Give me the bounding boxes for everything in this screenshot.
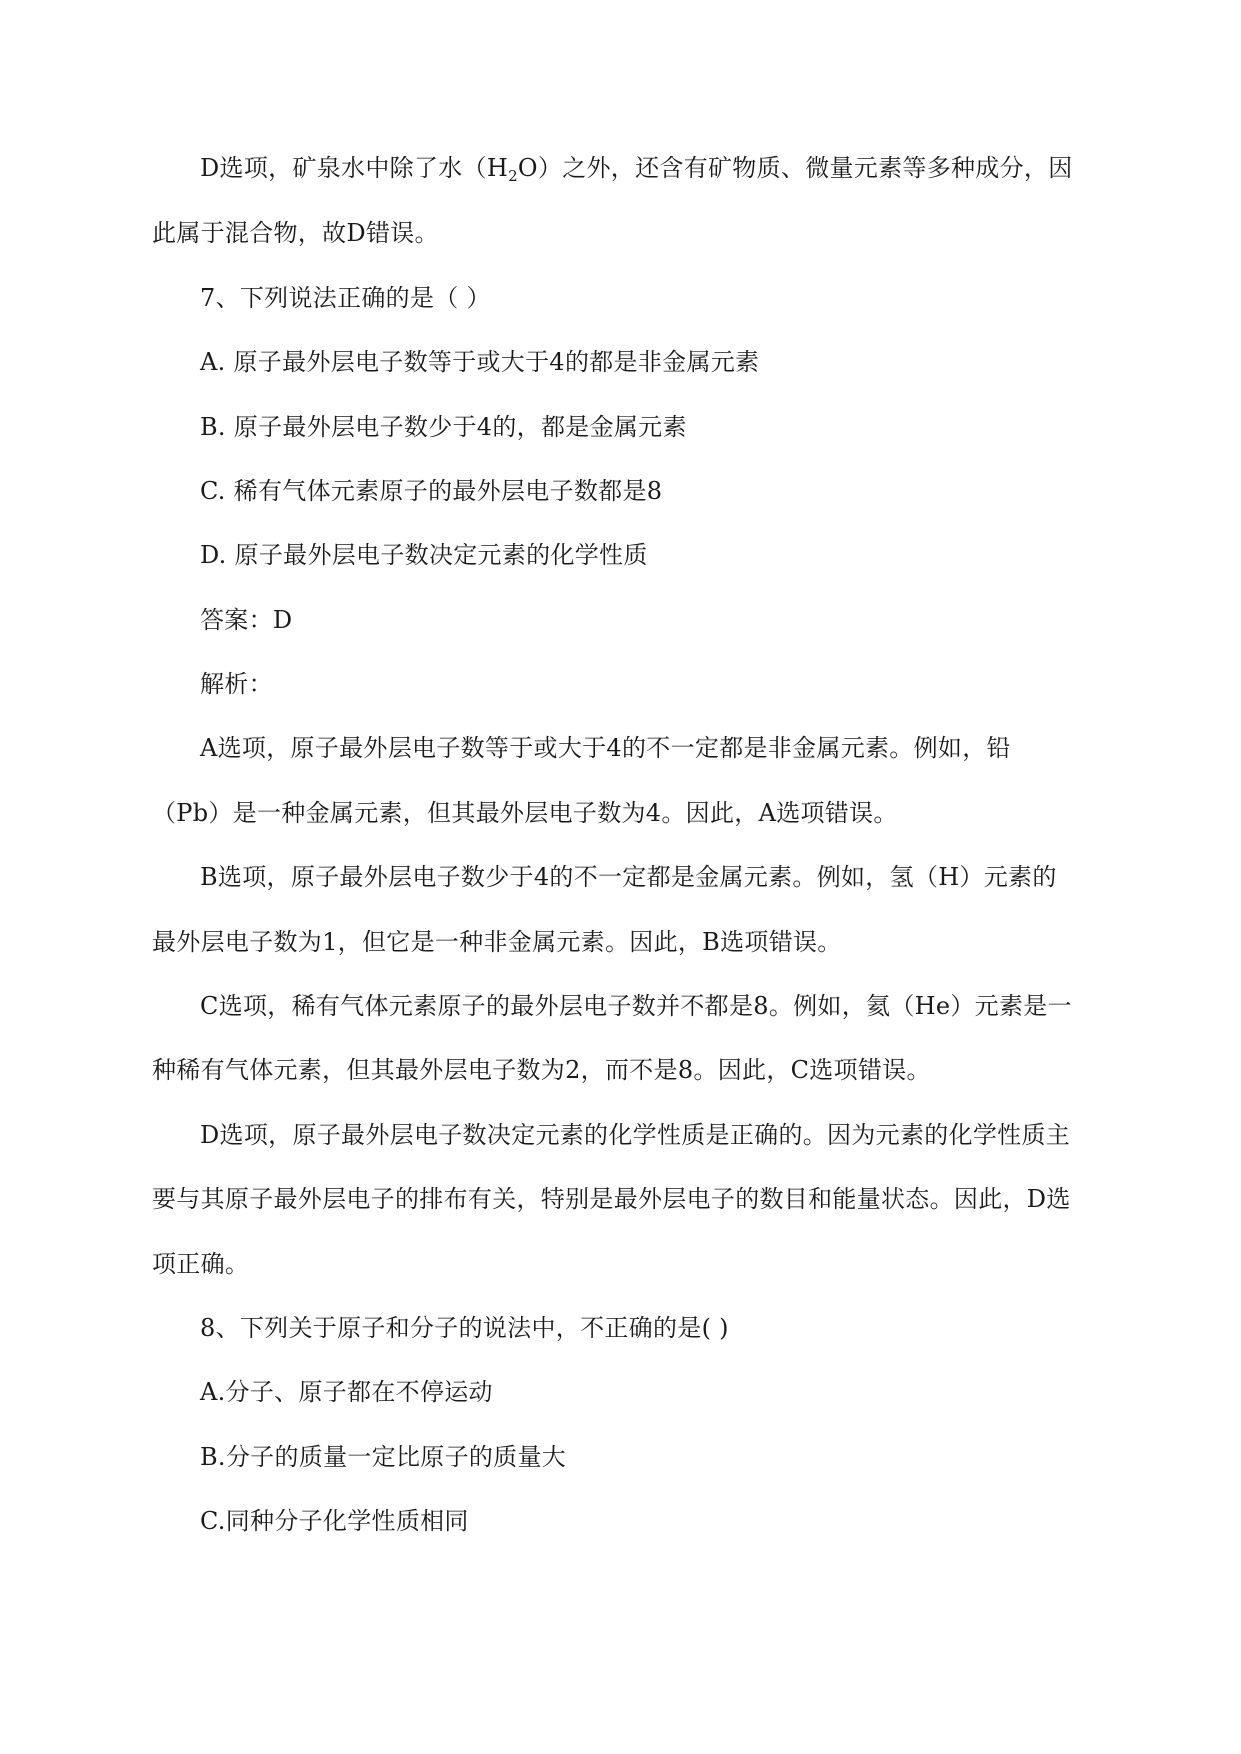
analysis-b-line1: B选项，原子最外层电子数少于4的不一定都是金属元素。例如，氢（H）元素的 — [200, 863, 1057, 891]
question-8-option-b: B.分子的质量一定比原子的质量大 — [200, 1443, 567, 1471]
question-8-option-c: C.同种分子化学性质相同 — [200, 1507, 469, 1535]
analysis-d-line2: 要与其原子最外层电子的排布有关，特别是最外层电子的数目和能量状态。因此，D选 — [152, 1185, 1071, 1213]
question-7-option-b: B. 原子最外层电子数少于4的，都是金属元素 — [200, 413, 687, 441]
subscript-2: 2 — [508, 167, 518, 185]
question-8-option-a: A.分子、原子都在不停运动 — [200, 1378, 493, 1406]
analysis-b-line2: 最外层电子数为1，但它是一种非金属元素。因此，B选项错误。 — [152, 928, 842, 956]
question-7-analysis-label: 解析： — [200, 670, 273, 698]
analysis-d-line3: 项正确。 — [152, 1250, 250, 1278]
question-8-stem: 8、下列关于原子和分子的说法中，不正确的是( ) — [200, 1314, 729, 1342]
text-span: O）之外，还含有矿物质、微量元素等多种成分，因 — [517, 154, 1073, 182]
analysis-a-line2: （Pb）是一种金属元素，但其最外层电子数为4。因此，A选项错误。 — [152, 799, 898, 827]
question-7-option-d: D. 原子最外层电子数决定元素的化学性质 — [200, 541, 648, 569]
text-span: D选项，矿泉水中除了水（H — [200, 154, 509, 182]
paragraph-d-mineral-water-line1 — [200, 152, 1073, 184]
analysis-a-line1: A选项，原子最外层电子数等于或大于4的不一定都是非金属元素。例如，铅 — [200, 734, 1011, 762]
question-7-answer: 答案：D — [200, 606, 293, 634]
question-7-option-c: C. 稀有气体元素原子的最外层电子数都是8 — [200, 477, 663, 505]
question-7-stem: 7、下列说法正确的是（ ） — [200, 284, 491, 312]
analysis-c-line2: 种稀有气体元素，但其最外层电子数为2，而不是8。因此，C选项错误。 — [152, 1056, 931, 1084]
analysis-c-line1: C选项，稀有气体元素原子的最外层电子数并不都是8。例如，氦（He）元素是一 — [200, 992, 1072, 1020]
question-7-option-a: A. 原子最外层电子数等于或大于4的都是非金属元素 — [200, 348, 760, 376]
paragraph-d-mineral-water-line2: 此属于混合物，故D错误。 — [152, 219, 439, 247]
analysis-d-line1: D选项，原子最外层电子数决定元素的化学性质是正确的。因为元素的化学性质主 — [200, 1121, 1071, 1149]
